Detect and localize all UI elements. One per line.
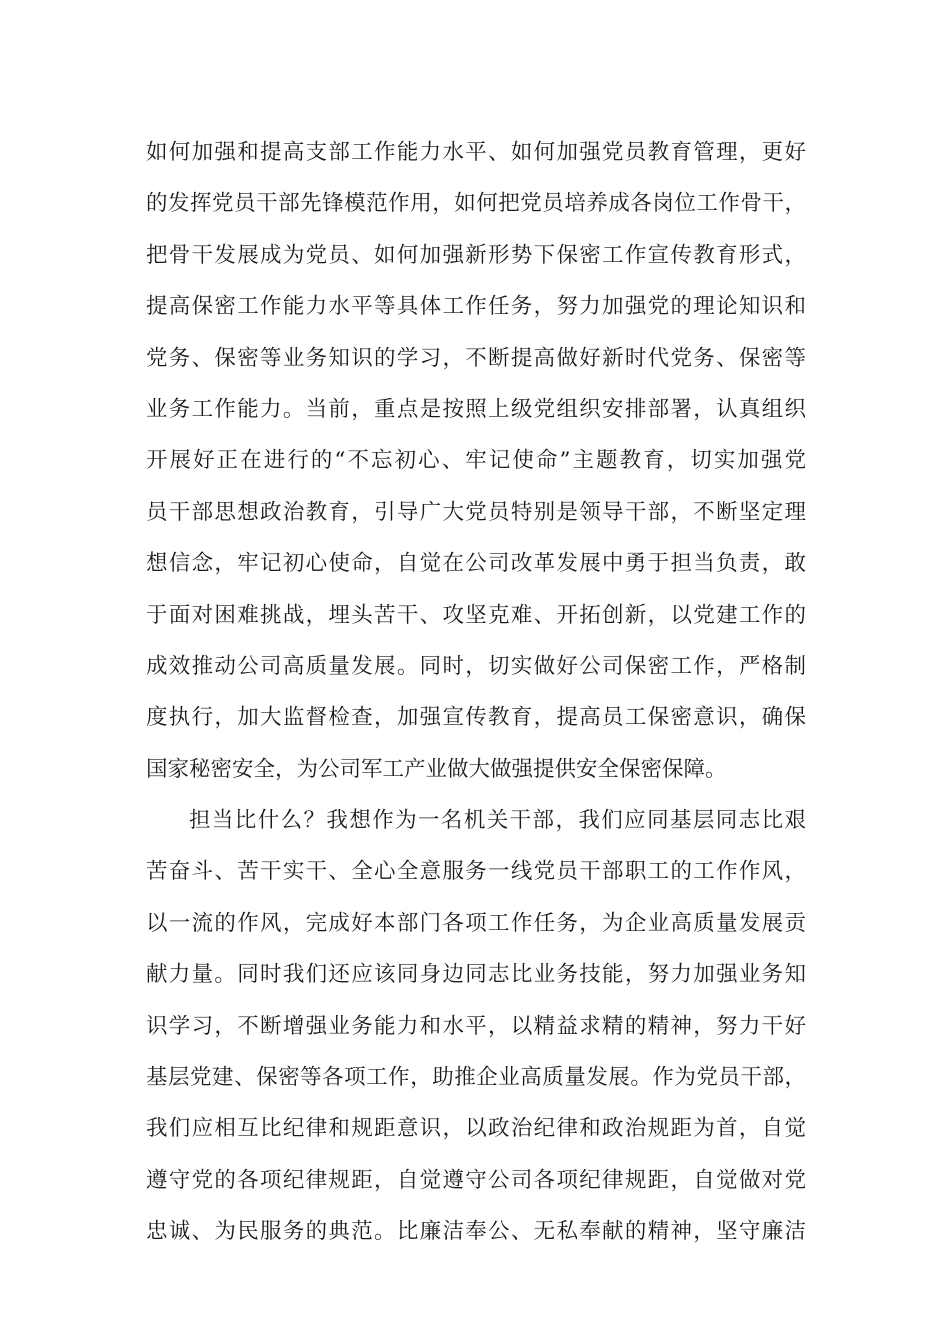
text-line: 党务、保密等业务知识的学习，不断提高做好新时代党务、保密等 xyxy=(146,345,806,371)
text-line: 开展好正在进行的“不忘初心、牢记使命”主题教育，切实加强党 xyxy=(146,448,806,474)
body-text xyxy=(146,127,806,1258)
paragraph-start-line: 担当比什么？我想作为一名机关干部，我们应同基层同志比艰 xyxy=(189,808,806,834)
text-line: 忠诚、为民服务的典范。比廉洁奉公、无私奉献的精神，坚守廉洁 xyxy=(146,1219,806,1245)
text-line: 如何加强和提高支部工作能力水平、如何加强党员教育管理，更好 xyxy=(146,140,806,165)
text-line: 基层党建、保密等各项工作，助推企业高质量发展。作为党员干部， xyxy=(146,1065,806,1091)
text-line: 以一流的作风，完成好本部门各项工作任务，为企业高质量发展贡 xyxy=(146,910,806,936)
text-line: 成效推动公司高质量发展。同时，切实做好公司保密工作，严格制 xyxy=(146,653,806,679)
text-line: 于面对困难挑战，埋头苦干、攻坚克难、开拓创新，以党建工作的 xyxy=(146,602,806,628)
text-line: 业务工作能力。当前，重点是按照上级党组织安排部署，认真组织 xyxy=(146,396,806,422)
text-line: 提高保密工作能力水平等具体工作任务，努力加强党的理论知识和 xyxy=(146,294,806,320)
paragraph-end-line: 国家秘密安全，为公司军工产业做大做强提供安全保密保障。 xyxy=(146,756,727,782)
text-line: 献力量。同时我们还应该同身边同志比业务技能，努力加强业务知 xyxy=(146,962,806,988)
text-line: 遵守党的各项纪律规距，自觉遵守公司各项纪律规距，自觉做对党 xyxy=(146,1167,806,1193)
text-line: 识学习，不断增强业务能力和水平，以精益求精的精神，努力干好 xyxy=(146,1013,806,1039)
text-line: 苦奋斗、苦干实干、全心全意服务一线党员干部职工的工作作风， xyxy=(146,859,806,885)
text-line: 我们应相互比纪律和规距意识，以政治纪律和政治规距为首，自觉 xyxy=(146,1116,806,1142)
text-line: 把骨干发展成为党员、如何加强新形势下保密工作宣传教育形式， xyxy=(146,242,806,268)
text-line: 员干部思想政治教育，引导广大党员特别是领导干部，不断坚定理 xyxy=(146,499,806,525)
text-line: 的发挥党员干部先锋模范作用，如何把党员培养成各岗位工作骨干， xyxy=(146,191,806,217)
text-line: 想信念，牢记初心使命，自觉在公司改革发展中勇于担当负责，敢 xyxy=(146,551,806,577)
text-line: 度执行，加大监督检查，加强宣传教育，提高员工保密意识，确保 xyxy=(146,705,806,731)
